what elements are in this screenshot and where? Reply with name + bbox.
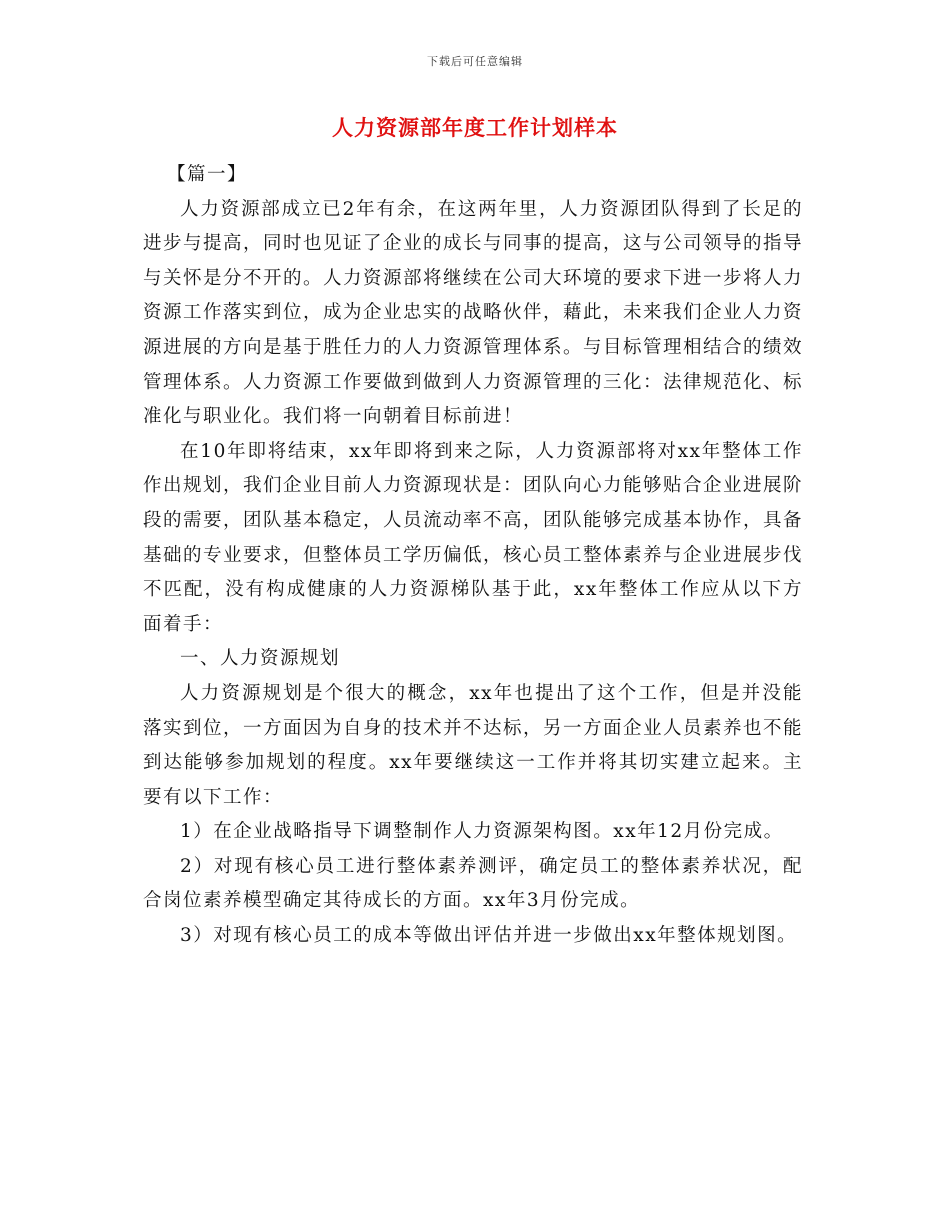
- document-body: [143, 158, 803, 954]
- list-item-2: 2）对现有核心员工进行整体素养测评，确定员工的整体素养状况，配合岗位素养模型确定其待成长的方面。xx年3月份完成。: [143, 855, 803, 912]
- section-label: 【篇一】: [167, 164, 248, 185]
- list-item-3: 3）对现有核心员工的成本等做出评估并进一步做出xx年整体规划图。: [180, 925, 798, 947]
- document-title: 人力资源部年度工作计划样本: [332, 115, 618, 140]
- header-note: 下载后可任意编辑: [427, 55, 523, 68]
- paragraph-current-status: 在10年即将结束，xx年即将到来之际，人力资源部将对xx年整体工作作出规划，我们企业目前人力资源现状是：团队向心力能够贴合企业进展阶段的需要，团队基本稳定，人员流动率不高，团队能够完成基本协作，具备基础的专业要求，但整体员工学历偏低，核心员工整体素养与企业进展步伐不匹配，没有构成健康的人力资源梯队基于此，xx年整体工作应从以下方面着手：: [143, 440, 804, 635]
- paragraph-hr-planning: 人力资源规划是个很大的概念，xx年也提出了这个工作，但是并没能落实到位，一方面因为自身的技术并不达标，另一方面企业人员素养也不能到达能够参加规划的程度。xx年要继续这一工作并将其切实建立起来。主要有以下工作：: [143, 682, 804, 808]
- heading-hr-planning: 一、人力资源规划: [180, 648, 341, 670]
- paragraph-intro: 人力资源部成立已2年有余，在这两年里，人力资源团队得到了长足的进步与提高，同时也见证了企业的成长与同事的提高，这与公司领导的指导与关怀是分不开的。人力资源部将继续在公司大环境的要求下进一步将人力资源工作落实到位，成为企业忠实的战略伙伴，藉此，未来我们企业人力资源进展的方向是基于胜任力的人力资源管理体系。与目标管理相结合的绩效管理体系。人力资源工作要做到做到人力资源管理的三化：法律规范化、标准化与职业化。我们将一向朝着目标前进！: [143, 198, 804, 428]
- list-item-1: 1）在企业战略指导下调整制作人力资源架构图。xx年12月份完成。: [180, 821, 784, 843]
